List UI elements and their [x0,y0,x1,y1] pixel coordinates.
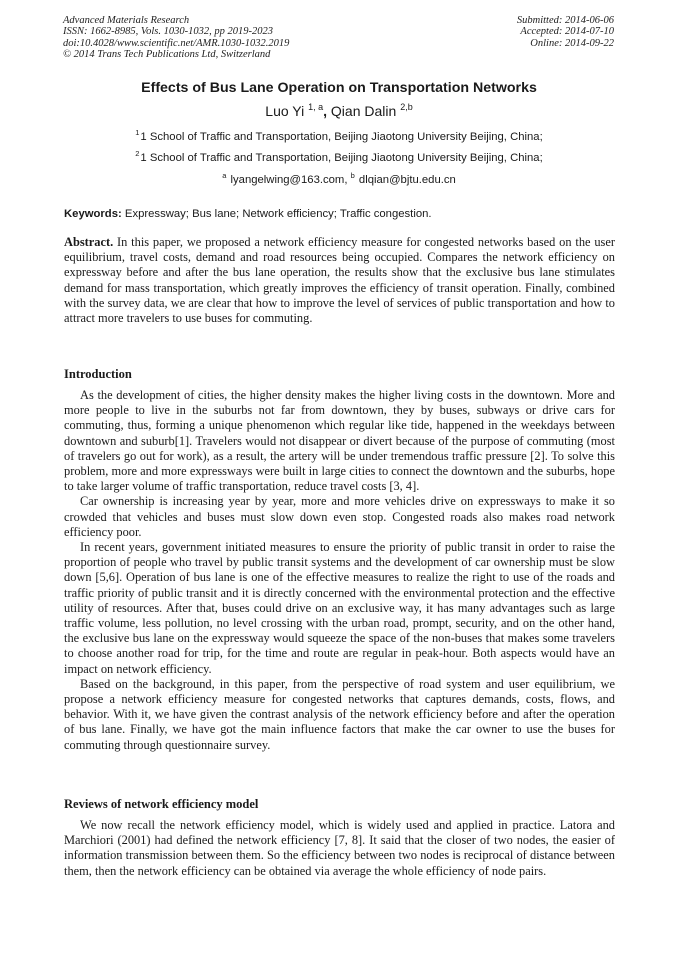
accepted-date: Accepted: 2014-07-10 [520,26,614,38]
paper-title: Effects of Bus Lane Operation on Transportation Networks [141,80,537,96]
email-b-mark: b [350,171,355,180]
author-1-affiliation-mark: 1, a [308,102,324,112]
author-line [0,103,678,119]
author-2: Qian Dalin [330,103,397,119]
reviews-body [64,818,615,879]
intro-paragraph: Based on the background, in this paper, from the perspective of road system and user equilibrium, we propose a network efficiency measure for congested networks that captures demands, costs, flows, and behavior. With it, we have given the contrast analysis of the network efficiency before and after the operation of bus lane. Finally, we have got the main influence factors that make the car owner to use the buses for commuting through questionnaire survey. [64,676,615,752]
affiliation-2 [0,149,678,164]
email-b: dlqian@bjtu.edu.cn [358,174,456,186]
keywords-text: Expressway; Bus lane; Network efficiency; Traffic congestion. [124,208,432,220]
introduction-heading: Introduction [64,367,132,381]
doi-line: doi:10.4028/www.scientific.net/AMR.1030-1032.2019 [63,37,290,49]
intro-paragraph: Car ownership is increasing year by year, more and more vehicles drive on expressways to make it so crowded that vehicles and buses must slow down even stop. Congested roads also makes road network efficiency poor. [64,494,615,539]
abstract-paragraph [64,235,615,326]
author-1: Luo Yi [265,103,305,119]
reviews-paragraph: We now recall the network efficiency model, which is widely used and applied in practice. Latora and Marchiori (2001) had defined the network efficiency [7, 8]. It said that the closer of two nodes, the easier of information transmission between them. So the efficiency between two nodes is reciprocal of distance between them, then the network efficiency can be obtained via average the whole efficiency of node pairs. [64,818,615,878]
author-separator: , [323,103,328,119]
author-emails [0,171,678,186]
email-a-mark: a [222,171,227,180]
issn-line: ISSN: 1662-8985, Vols. 1030-1032, pp 2019-2023 [63,26,273,38]
submitted-date: Submitted: 2014-06-06 [516,15,614,26]
reviews-heading: Reviews of network efficiency model [64,797,259,811]
affiliation-2-mark: 2 [135,149,140,158]
abstract-label: Abstract. [64,235,114,249]
copyright-line: © 2014 Trans Tech Publications Ltd, Switzerland [63,49,271,61]
affiliation-1-text: 1 School of Traffic and Transportation, Beijing Jiaotong University Beijing, China; [140,131,543,143]
email-a: lyangelwing@163.com, [230,174,348,186]
journal-name: Advanced Materials Research [63,15,190,26]
affiliation-2-text: 1 School of Traffic and Transportation, Beijing Jiaotong University Beijing, China; [140,152,543,164]
introduction-body [64,388,615,753]
journal-header [63,15,289,61]
author-2-affiliation-mark: 2,b [400,102,413,112]
intro-paragraph: In recent years, government initiated measures to ensure the priority of public transit in order to raise the proportion of people who travel by public transit systems and the development of car ownership must be slow down [5,6]. Operation of bus lane is one of the effective measures to realize the right to use of the roads and traffic priority of public transit and it is directly concerned with the environmental protection and the effective utility of resources. After that, buses could drive on an exclusive way, it has many advantages such as large traffic volume, less pollution, no level crossing with the urban road, prompt, security, and on the other hand, the exclusive bus lane on the expressway would squeeze the space of the non-buses that makes some travelers to choose another road for trip, for the time and route are regular in peak-hour. Both aspects would have an impact on network efficiency. [64,540,615,676]
intro-paragraph: As the development of cities, the higher density makes the higher living costs in the downtown. More and more people to live in the suburbs not far from downtown, they by buses, subways or drive cars for commuting, thus, forming a unique phenomenon which regular like tide, happened in the weekdays between downtown and suburb[1]. Travelers would not disappear or divert because of the purpose of commuting (most of travelers go out for work), as a result, the artery will be under tremendous traffic pressure [2]. To solve this problem, more and more expressways were built in large cities to connect the downtown and the suburbs, hope to take larger volume of traffic transportation, reduce travel costs [3, 4]. [64,388,615,494]
online-date: Online: 2014-09-22 [530,37,614,49]
affiliation-1-mark: 1 [135,128,140,137]
dates-header [517,15,614,49]
abstract-text: In this paper, we proposed a network efficiency measure for congested networks based on the user equilibrium, travel costs, demand and road resources being occupied. Compares the network efficiency on expressway before and after the bus lane operation, the results show that the exclusive bus lane stimulates demand for mass transportation, which greatly improves the efficiency of transit operation. Finally, combined with the survey data, we are clear that how to improve the level of services of public transportation and how to attract more travelers to use buses for commuting. [64,235,615,326]
keywords-line [64,208,615,220]
keywords-label: Keywords: [64,208,122,220]
affiliation-1 [0,128,678,143]
